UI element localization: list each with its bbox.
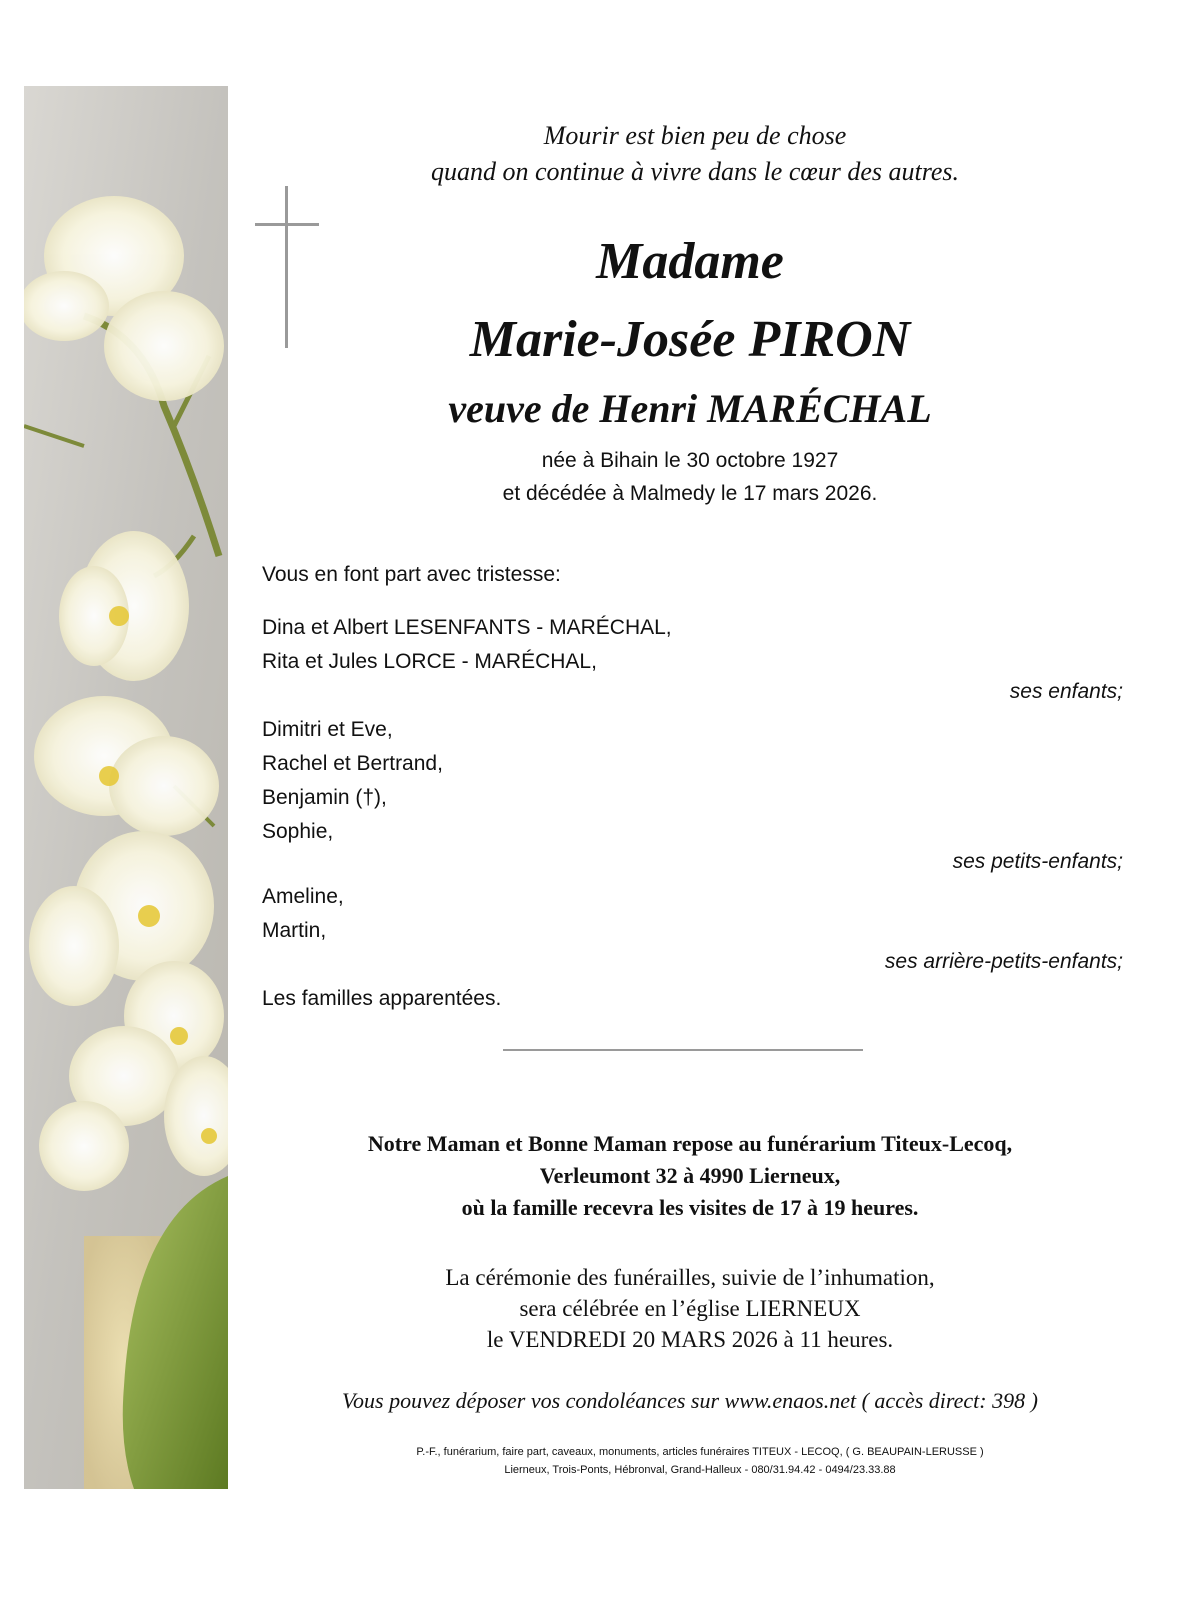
deceased-name: Marie-Josée PIRON xyxy=(469,311,911,368)
list-item: Rachel et Bertrand, xyxy=(262,752,443,775)
ceremony-line-3: le VENDREDI 20 MARS 2026 à 11 heures. xyxy=(486,1327,894,1352)
birth-line: née à Bihain le 30 octobre 1927 xyxy=(541,449,839,472)
list-item: Rita et Jules LORCE - MARÉCHAL, xyxy=(262,650,597,673)
children-role: ses enfants; xyxy=(1009,680,1123,703)
family-others: Les familles apparentées. xyxy=(262,987,502,1010)
ceremony-line-2: sera célébrée en l’église LIERNEUX xyxy=(519,1296,861,1321)
footer-line-2: Lierneux, Trois-Ponts, Hébronval, Grand-Halleux - 080/31.94.42 - 0494/23.33.88 xyxy=(504,1464,896,1476)
death-line: et décédée à Malmedy le 17 mars 2026. xyxy=(502,482,878,505)
grandchildren-role: ses petits-enfants; xyxy=(952,850,1123,873)
list-item: Dina et Albert LESENFANTS - MARÉCHAL, xyxy=(262,616,672,639)
family-intro: Vous en font part avec tristesse: xyxy=(262,563,561,586)
footer-line-1: P.-F., funérarium, faire part, caveaux, monuments, articles funéraires TITEUX - LECOQ, ( G. BEAUPAIN-LERUSSE ) xyxy=(416,1446,984,1458)
condolences-note: Vous pouvez déposer vos condoléances sur www.enaos.net ( accès direct: 398 ) xyxy=(342,1388,1038,1413)
list-item: Martin, xyxy=(262,919,327,942)
list-item: Dimitri et Eve, xyxy=(262,718,393,741)
visitation-line-1: Notre Maman et Bonne Maman repose au funérarium Titeux-Lecoq, xyxy=(367,1131,1013,1156)
list-item: Ameline, xyxy=(262,885,344,908)
separator xyxy=(503,1049,863,1051)
orchid-side-image xyxy=(24,86,228,1489)
epitaph-line-1: Mourir est bien peu de chose xyxy=(543,121,847,150)
visitation-line-3: où la famille recevra les visites de 17 à 19 heures. xyxy=(461,1195,919,1220)
list-item: Sophie, xyxy=(262,820,334,843)
honorific: Madame xyxy=(596,233,784,290)
list-item: Benjamin (†), xyxy=(262,786,387,809)
spouse-line: veuve de Henri MARÉCHAL xyxy=(448,386,932,431)
ceremony-line-1: La cérémonie des funérailles, suivie de l’inhumation, xyxy=(445,1265,935,1290)
visitation-line-2: Verleumont 32 à 4990 Lierneux, xyxy=(539,1163,841,1188)
great-grandchildren-role: ses arrière-petits-enfants; xyxy=(884,950,1123,973)
epitaph-line-2: quand on continue à vivre dans le cœur des autres. xyxy=(430,157,960,186)
